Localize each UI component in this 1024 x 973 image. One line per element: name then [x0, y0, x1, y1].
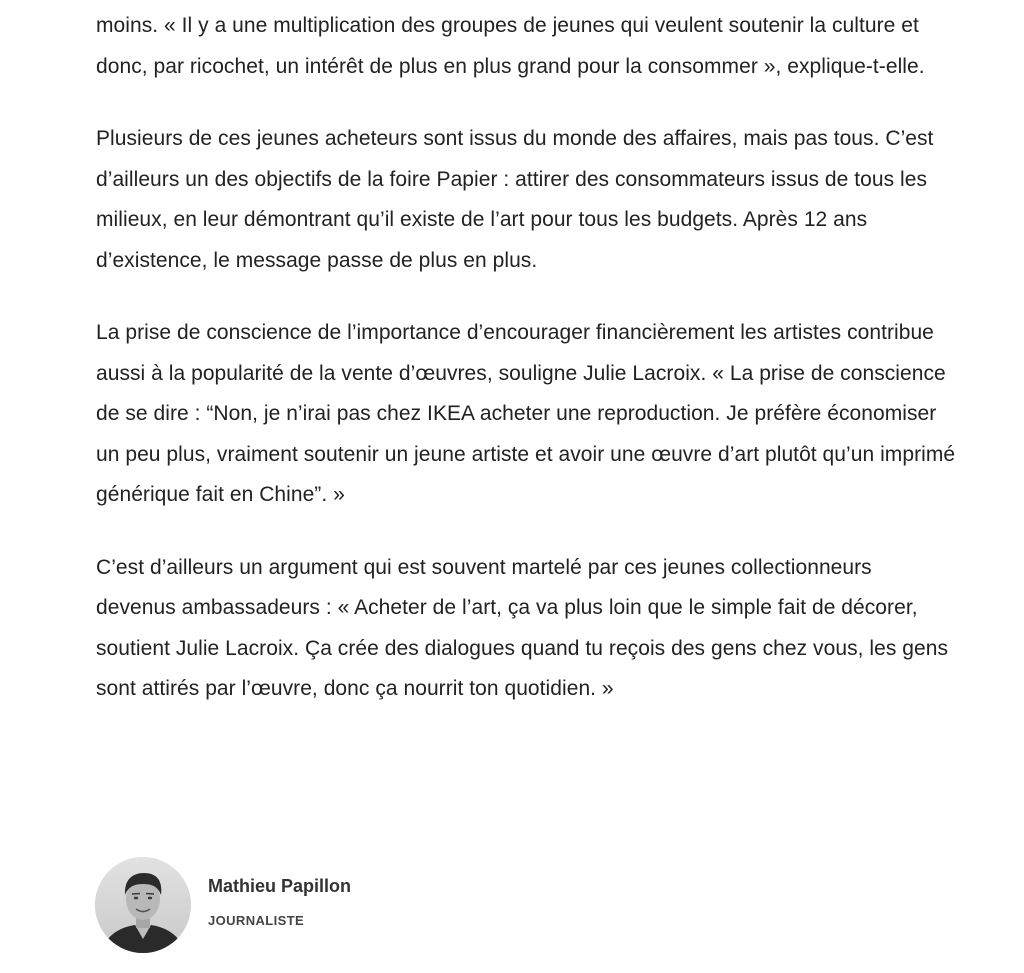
author-card — [95, 857, 351, 953]
author-role: JOURNALISTE — [208, 913, 305, 928]
author-avatar[interactable] — [95, 857, 191, 953]
article-paragraph: moins. « Il y a une multiplication des groupes de jeunes qui veulent soutenir la culture et donc, par ricochet, un intérêt de plus en plus grand pour la consommer », explique-t-elle. — [96, 14, 925, 78]
article-paragraph: C’est d’ailleurs un argument qui est souvent martelé par ces jeunes collectionneurs devenus ambassadeurs : « Acheter de l’art, ça va plus loin que le simple fait de décorer, soutient Julie Lacroix. Ça crée des dialogues quand tu reçois des gens chez vous, les gens sont attirés par l’œuvre, donc ça nourrit ton quotidien. » — [96, 555, 949, 700]
author-portrait-icon — [95, 857, 191, 953]
author-info — [208, 874, 351, 930]
article-paragraph: La prise de conscience de l’importance d’encourager financièrement les artistes contribue aussi à la popularité de la vente d’œuvres, souligne Julie Lacroix. « La prise de conscience de se dire : “Non, je n’irai pas chez IKEA acheter une reproduction. Je préfère économiser un peu plus, vraiment soutenir un jeune artiste et avoir une œuvre d’art plutôt qu’un imprimé générique fait en Chine”. » — [96, 321, 956, 506]
article-paragraph: Plusieurs de ces jeunes acheteurs sont issus du monde des affaires, mais pas tous. C’est d’ailleurs un des objectifs de la foire Papier : attirer des consommateurs issus de tous les milieux, en leur démontrant qu’il existe de l’art pour tous les budgets. Après 12 ans d’existence, le message passe de plus en plus. — [96, 127, 934, 272]
author-name[interactable]: Mathieu Papillon — [208, 876, 352, 896]
article-body — [96, 6, 956, 742]
